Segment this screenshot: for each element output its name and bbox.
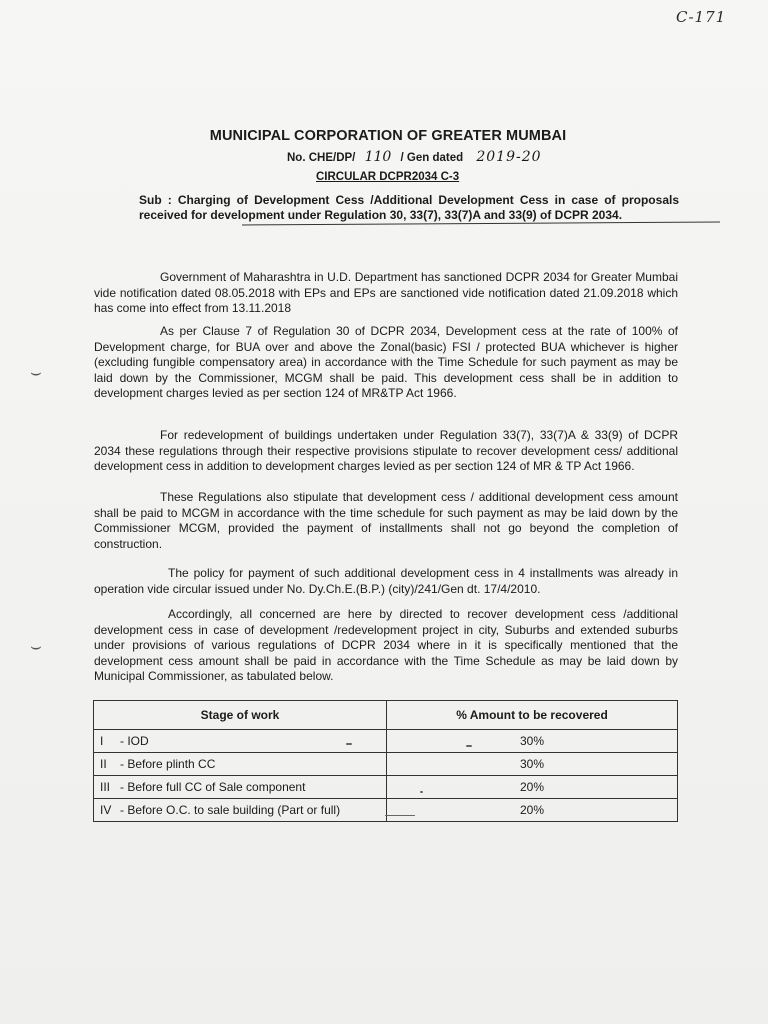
- paragraph-3-text: For redevelopment of buildings undertaken under Regulation 33(7), 33(7)A & 33(9) of DCPR 2034 these regulations through their respective provisions stipulate to recover development cess/ additional development cess in addition to development charges levied as per section 124 of MR & TP Act 1966.: [94, 428, 678, 474]
- paragraph-5-text: The policy for payment of such additional development cess in 4 installments was already in operation vide circular issued under No. Dy.Ch.E.(B.P.) (city)/241/Gen dt. 17/4/2010.: [94, 566, 678, 596]
- margin-punch-mark: ⌣: [30, 362, 42, 382]
- paragraph-2-text: As per Clause 7 of Regulation 30 of DCPR 2034, Development cess at the rate of 100% of Development charge, for BUA over and above the Zonal(basic) FSI / protected BUA whichever is higher (excluding fungible compensatory area) in accordance with the Time Schedule for such payment as may be laid down by the Commissioner, MCGM shall be paid. This development cess shall be in addition to development charges levied as per section 124 of MR&TP Act 1966.: [94, 324, 678, 401]
- table-row: [94, 799, 678, 822]
- stage-cell: [94, 776, 387, 799]
- header-stage-of-work: Stage of work: [94, 701, 387, 730]
- table-row: [94, 776, 678, 799]
- document-title: MUNICIPAL CORPORATION OF GREATER MUMBAI: [209, 128, 567, 144]
- stage-cell: [94, 799, 387, 822]
- paragraph-6: [94, 607, 678, 685]
- stage-cell: [94, 730, 387, 753]
- paragraph-4-text: These Regulations also stipulate that development cess / additional development cess amount shall be paid to MCGM in accordance with the time schedule for such payment as may be laid down by the Commissioner MCGM, provided the payment of installments shall not go beyond the completion of construction.: [94, 490, 678, 551]
- stage-label: - Before plinth CC: [120, 757, 216, 771]
- stage-number: III: [100, 780, 111, 794]
- margin-punch-mark: ⌣: [30, 636, 42, 656]
- ref-prefix: No. CHE/DP/: [287, 152, 356, 164]
- table-header-row: [94, 701, 678, 730]
- ref-number-handwritten: 110: [364, 149, 392, 165]
- paragraph-1: [94, 270, 678, 317]
- stage-cell: [94, 753, 387, 776]
- paragraph-5: [94, 566, 678, 597]
- stage-label: - Before full CC of Sale component: [120, 780, 306, 794]
- amount-cell: 20%: [387, 799, 678, 822]
- paragraph-1-text: Government of Maharashtra in U.D. Department has sanctioned DCPR 2034 for Greater Mumbai vide notification dated 08.05.2018 with EPs and EPs are sanctioned vide notification dated 21.09.2018 which has come into effect from 13.11.2018: [94, 270, 678, 316]
- ref-mid: / Gen dated: [400, 152, 464, 164]
- installment-table: [93, 700, 678, 822]
- stage-number: I: [100, 734, 104, 748]
- amount-cell: 30%: [387, 730, 678, 753]
- stage-number: IV: [100, 803, 112, 817]
- scan-artifact: [466, 745, 472, 747]
- table-row: [94, 753, 678, 776]
- scan-artifact: [385, 815, 415, 816]
- stage-label: - Before O.C. to sale building (Part or full): [120, 803, 341, 817]
- table-row: [94, 730, 678, 753]
- paragraph-4: [94, 490, 678, 552]
- stage-label: - IOD: [120, 734, 149, 748]
- paragraph-3: [94, 428, 678, 475]
- reference-line: [287, 149, 542, 165]
- scan-artifact: [346, 743, 352, 745]
- paragraph-6-text: Accordingly, all concerned are here by directed to recover development cess /additional development cess in case of development /redevelopment project in city, Suburbs and extended suburbs under provisions of various regulations of DCPR 2034 where in it is specifically mentioned that the development cess amount shall be paid in accordance with the Time Schedule as may be laid down by Municipal Commissioner, as tabulated below.: [94, 607, 678, 684]
- paragraph-2: [94, 324, 678, 402]
- scan-artifact: [420, 791, 423, 793]
- corner-handwritten-note: C-171: [676, 8, 727, 26]
- header-amount: % Amount to be recovered: [387, 701, 678, 730]
- ref-date-handwritten: 2019-20: [476, 149, 542, 165]
- circular-number: CIRCULAR DCPR2034 C-3: [316, 171, 460, 183]
- amount-cell: 20%: [387, 776, 678, 799]
- subject-line: Sub : Charging of Development Cess /Additional Development Cess in case of proposals received for development under Regulation 30, 33(7), 33(7)A and 33(9) of DCPR 2034.: [139, 193, 679, 222]
- amount-cell: 30%: [387, 753, 678, 776]
- stage-number: II: [100, 757, 107, 771]
